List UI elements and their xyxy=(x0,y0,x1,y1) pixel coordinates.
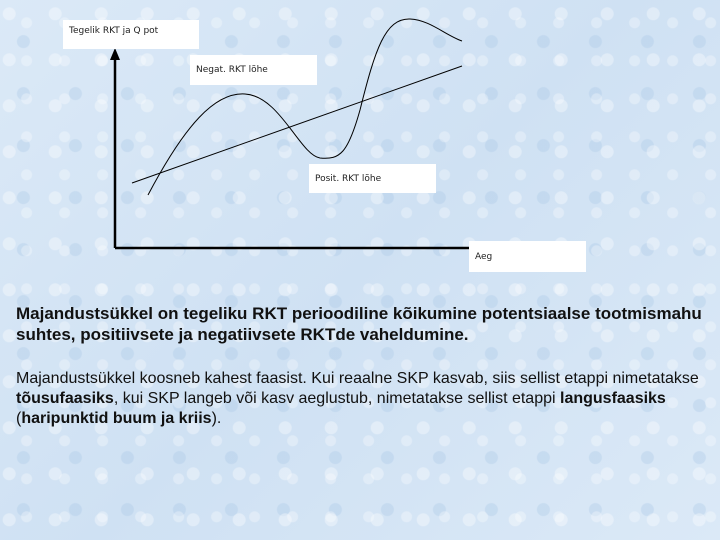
y-axis-arrowhead xyxy=(110,48,120,60)
term-rising-phase: tõusufaasiks xyxy=(16,390,114,407)
y-axis-label: Tegelik RKT ja Q pot xyxy=(63,20,199,49)
definition-paragraph: Majandustsükkel on tegeliku RKT perioodiline kõikumine potentsiaalse tootmismahu suhtes, positiivsete ja negatiivsete RKTde vaheldumine. xyxy=(16,304,702,344)
term-declining-phase: langusfaasiks xyxy=(560,390,666,407)
positive-gap-label: Posit. RKT lõhe xyxy=(309,164,436,193)
phases-text-1: Majandustsükkel koosneb kahest faasist. Kui reaalne SKP kasvab, siis sellist etappi nimetatakse xyxy=(16,370,699,387)
phases-text-3: ( xyxy=(16,410,22,427)
term-peaks: haripunktid buum ja kriis xyxy=(21,410,212,427)
x-axis-label: Aeg xyxy=(469,241,586,272)
negative-gap-label: Negat. RKT lõhe xyxy=(190,55,317,85)
phases-text-4: ). xyxy=(211,410,222,427)
phases-text-2: , kui SKP langeb või kasv aeglustub, nimetatakse sellist etappi xyxy=(113,390,560,407)
phases-paragraph xyxy=(16,369,706,429)
